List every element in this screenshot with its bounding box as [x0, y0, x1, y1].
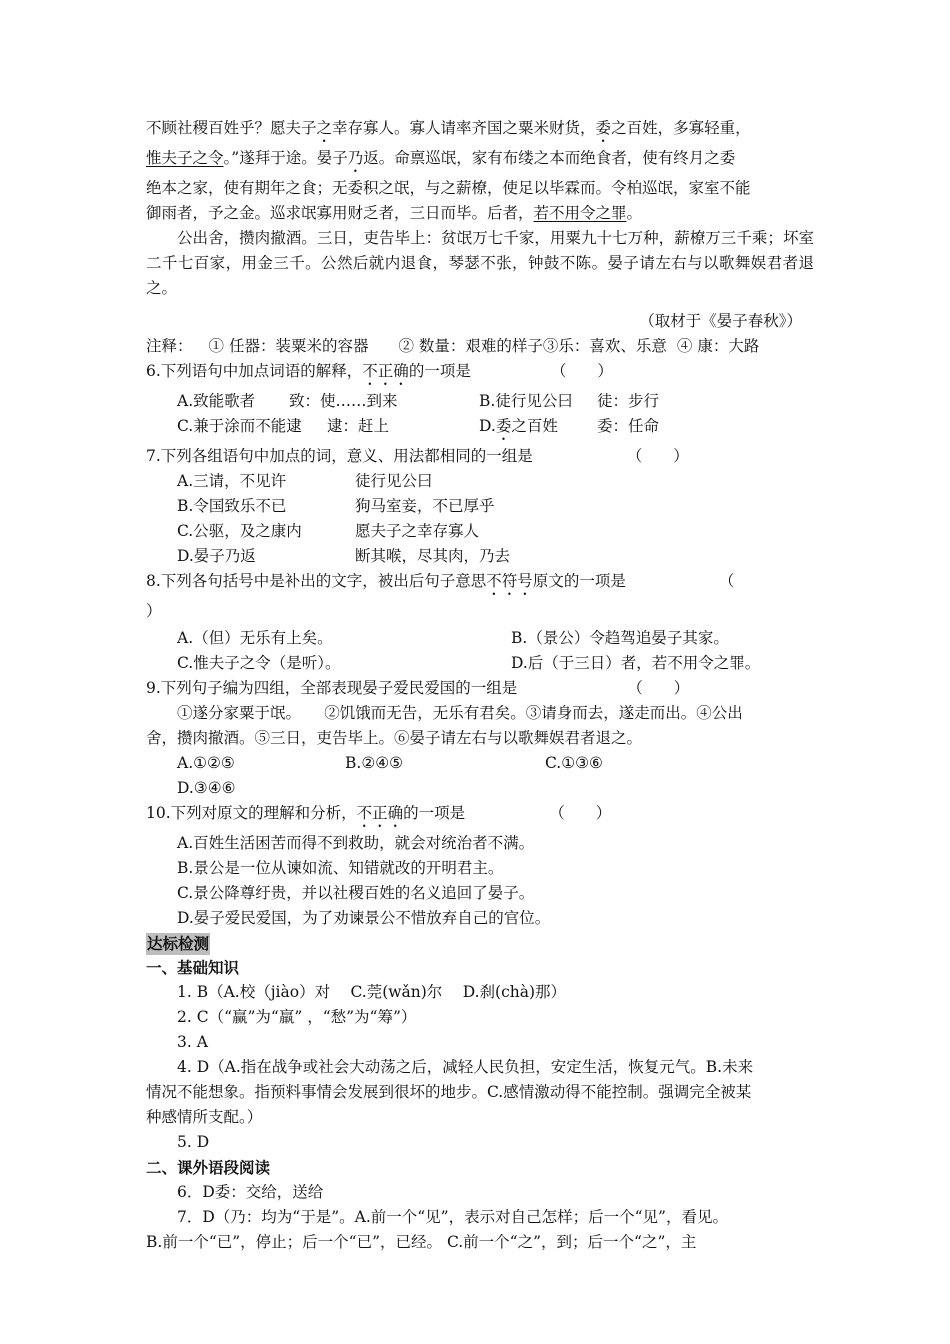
q7-stem — [146, 444, 814, 469]
q10-stem — [146, 801, 814, 831]
q10-option-c: C.景公降尊纡贵，并以社稷百姓的名义追回了晏子。 — [177, 884, 535, 902]
answer-blank: （ ） — [549, 804, 612, 822]
answer-blank-open: （ — [718, 572, 735, 590]
answer-4-line-3: 种感情所支配。） — [146, 1108, 263, 1126]
option-c-first: C.公驱，及之康内 — [177, 522, 302, 540]
text: 10.下列对原文的理解和分析， — [146, 804, 357, 822]
option-d-second: 断其喉，尽其肉，乃去 — [355, 547, 511, 565]
option-b: B.（景公）令趋驾追晏子其家。 — [511, 629, 729, 647]
passage-line-3: 绝本之家，使有期年之食；无委积之氓，与之薪橑，使足以毕霖而。令柏巡氓，家室不能 — [146, 179, 751, 197]
underlined-phrase: 惟夫子之令 — [146, 149, 224, 167]
text: 。 — [626, 204, 643, 222]
answer-7-line-2: B.前一个“已”，停止；后一个“已”，已经。 C.前一个“之”，到；后一个“之”，主 — [146, 1233, 697, 1251]
answer-blank: （ ） — [627, 679, 690, 697]
option-c: C.惟夫子之令（是听）。 — [177, 654, 341, 672]
text: 返。命禀巡氓，家有布缕之本而绝食者，使有终月之委 — [363, 149, 736, 167]
dotted-text: 不符号 — [486, 572, 533, 590]
answer-blank: （ ） — [626, 447, 689, 465]
option-a: A.（但）无乐有上矣。 — [177, 629, 333, 647]
option-b-explanation: 徒：步行 — [597, 392, 660, 410]
answer-2: 2. C（“赢”为“羸” ，“愁”为“筹”） — [177, 1008, 417, 1026]
text: D. — [479, 417, 496, 435]
dotted-char: 之 — [316, 119, 333, 137]
option-a: A.①②⑤ — [177, 754, 235, 772]
answer-blank: （ ） — [550, 362, 613, 380]
answer-7-line-1: 7．D（乃：均为“于是”。A.前一个“见”，表示对自己怎样；后一个“见”，看见。 — [177, 1208, 728, 1226]
option-c: C.兼于涂而不能逮 — [177, 417, 302, 435]
text: 9.下列句子编为四组，全部表现晏子爱民爱国的一组是 — [146, 679, 518, 697]
passage-line-1 — [146, 116, 814, 146]
q7-option-d — [146, 544, 814, 569]
section-title: 达标检测 — [147, 934, 210, 953]
answer-3: 3. A — [177, 1033, 208, 1051]
q9-option-d-row — [146, 776, 814, 801]
document-page — [146, 110, 814, 1255]
option-d-explanation: 委：任命 — [597, 417, 660, 435]
option-b: B.徒行见公曰 — [479, 392, 573, 410]
part-1-title: 一、基础知识 — [146, 958, 240, 977]
option-d-first: D.晏子乃返 — [177, 547, 256, 565]
option-b-first: B.令国致乐不已 — [177, 497, 287, 515]
dotted-char: 乃 — [347, 149, 364, 167]
answer-1: 1. B（A.校（jiào）对 C.莞(wǎn)尔 D.刹(chà)那） — [177, 983, 567, 1001]
passage-line-2 — [146, 146, 814, 176]
dotted-text: 不正确 — [356, 804, 404, 822]
answer-5: 5. D — [177, 1133, 210, 1151]
dotted-char: 委 — [595, 119, 612, 137]
dotted-text: 不正确 — [362, 362, 409, 380]
text: 之百姓，多寡轻重， — [611, 119, 751, 137]
option-a-first: A.三请，不见许 — [177, 472, 287, 490]
q9-items-line-1: ①遂分家粟于氓。 ②饥饿而无告，无乐有君矣。③请身而去，遂走而出。④公出 — [177, 704, 743, 722]
text: 御雨者，予之金。巡求氓寡用财乏者，三日而毕。后者， — [146, 204, 534, 222]
passage-paragraph-2: 公出舍，攒肉撤酒。三日，吏告毕上：贫氓万七千家，用粟九十七万种，薪橑万三千乘；坏室二千七百家，用金三千。公然后就内退食，琴瑟不张，钟鼓不陈。晏子请左右与以歌舞娱君者退之。 — [146, 229, 814, 297]
q6-options-cd — [146, 414, 814, 444]
notes — [146, 334, 814, 359]
text: 幸存寡人。寡人请率齐国之粟米财货， — [332, 119, 596, 137]
answer-6: 6．D委：交给，送给 — [177, 1183, 324, 1201]
note-2: ② 数量：艰难的样子③乐：喜欢、乐意 — [398, 337, 667, 355]
option-b-second: 狗马室妾，不已厚乎 — [355, 497, 495, 515]
q8-options-ab — [146, 626, 814, 651]
q8-options-cd — [146, 651, 814, 676]
q9-stem — [146, 676, 814, 701]
underlined-phrase: 若不用令之罪 — [533, 204, 627, 222]
q9-items-line-2: 舍，攒肉撤酒。⑤三日，吏告毕上。⑥晏子请左右与以歌舞娱君者退之。 — [146, 729, 643, 747]
q8-stem — [146, 569, 814, 599]
q8-stem-cont — [146, 599, 814, 624]
text: 之百姓 — [511, 417, 558, 435]
q9-options — [146, 751, 814, 776]
option-c-second: 愿夫子之幸存寡人 — [355, 522, 480, 540]
option-c: C.①③⑥ — [545, 754, 603, 772]
q7-option-c — [146, 519, 814, 544]
q10-option-a: A.百姓生活困苦而得不到救助，就会对统治者不满。 — [177, 834, 535, 852]
text: 6.下列语句中加点词语的解释， — [146, 362, 363, 380]
option-a-explanation: 致：使……到来 — [289, 392, 398, 410]
text: 7.下列各组语句中加点的词，意义、用法都相同的一组是 — [146, 447, 533, 465]
q10-option-b: B.景公是一位从谏如流、知错就改的开明君主。 — [177, 859, 504, 877]
part-2-title: 二、课外语段阅读 — [146, 1158, 271, 1177]
text: 不顾社稷百姓乎？愿夫子 — [146, 119, 317, 137]
text: 原文的一项是 — [532, 572, 626, 590]
text: 的一项是 — [403, 804, 466, 822]
q10-option-d: D.晏子爱民爱国，为了劝谏景公不惜放弃自己的官位。 — [177, 909, 551, 927]
option-d — [479, 414, 597, 444]
text: 。”遂拜于途。晏子 — [223, 149, 348, 167]
q7-option-a — [146, 469, 814, 494]
option-d: D.后（于三日）者，若不用令之罪。 — [511, 654, 761, 672]
option-c-explanation: 逮：赶上 — [327, 417, 390, 435]
q6-stem — [146, 359, 814, 389]
answer-4-line-1: 4. D（A.指在战争或社会大动荡之后，减轻人民负担，安定生活，恢复元气。B.未来 — [177, 1058, 754, 1076]
option-d: D.③④⑥ — [177, 779, 236, 797]
option-a-second: 徒行见公曰 — [355, 472, 433, 490]
text: 的一项是 — [408, 362, 471, 380]
text: 8.下列各句括号中是补出的文字，被出后句子意思 — [146, 572, 487, 590]
option-b: B.②④⑤ — [345, 754, 404, 772]
q7-option-b — [146, 494, 814, 519]
answer-4-line-2: 情况不能想象。指预料事情会发展到很坏的地步。C.感情激动得不能控制。强调完全被某 — [146, 1083, 752, 1101]
option-a: A.致能歌者 — [177, 392, 256, 410]
q6-options-ab — [146, 389, 814, 414]
notes-label: 注释： — [146, 337, 193, 355]
section-header — [146, 933, 814, 955]
answer-blank-close: ） — [146, 602, 162, 620]
note-4: ④ 康：大路 — [676, 337, 760, 355]
dotted-char: 委 — [495, 417, 512, 435]
source-citation: （取材于《晏子春秋》） — [639, 312, 802, 330]
note-1: ① 任器：装粟米的容器 — [208, 337, 369, 355]
passage-line-4 — [146, 201, 814, 226]
